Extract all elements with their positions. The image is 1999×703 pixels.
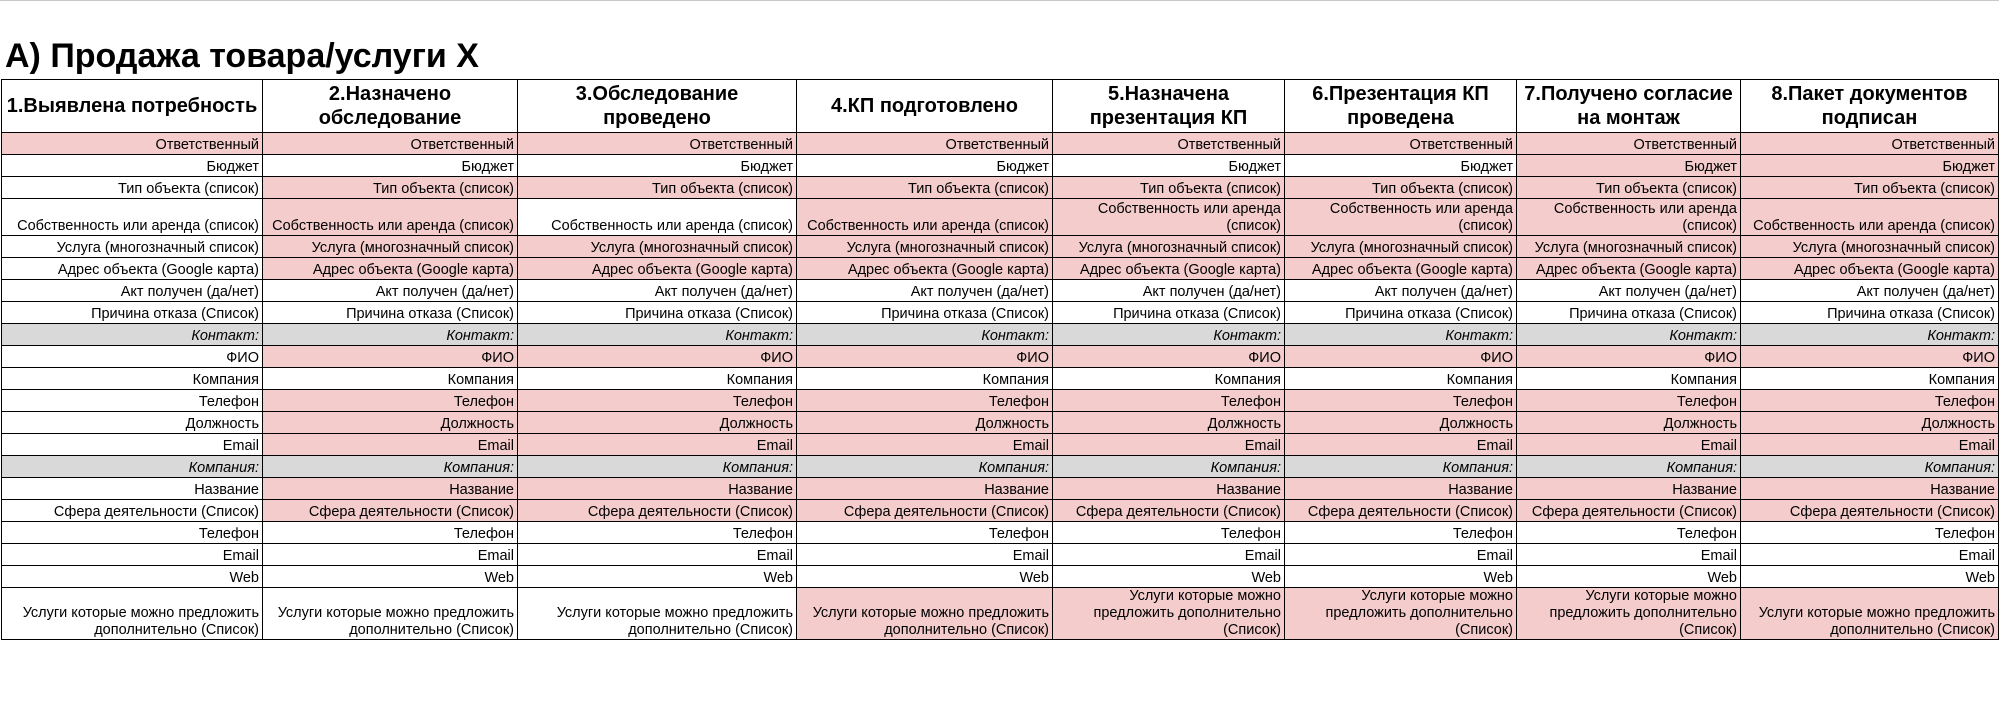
table-cell[interactable]: Причина отказа (Список): [1053, 302, 1285, 324]
table-cell[interactable]: Контакт:: [518, 324, 797, 346]
table-cell[interactable]: Причина отказа (Список): [1741, 302, 1999, 324]
table-cell[interactable]: Должность: [263, 412, 518, 434]
table-cell[interactable]: Email: [1285, 434, 1517, 456]
table-cell[interactable]: ФИО: [518, 346, 797, 368]
table-cell[interactable]: Сфера деятельности (Список): [518, 500, 797, 522]
table-cell[interactable]: Должность: [1053, 412, 1285, 434]
table-cell[interactable]: Причина отказа (Список): [1285, 302, 1517, 324]
table-cell[interactable]: Услуги которые можно предложить дополнительно (Список): [263, 588, 518, 640]
table-cell[interactable]: Собственность или аренда (список): [1741, 199, 1999, 236]
table-cell[interactable]: Должность: [2, 412, 263, 434]
table-cell[interactable]: Адрес объекта (Google карта): [1741, 258, 1999, 280]
table-cell[interactable]: Собственность или аренда (список): [1053, 199, 1285, 236]
table-row: [2, 500, 1999, 522]
table-cell[interactable]: Компания: [1285, 368, 1517, 390]
table-cell[interactable]: Web: [1741, 566, 1999, 588]
table-cell[interactable]: Компания: [1517, 368, 1741, 390]
table-cell[interactable]: Контакт:: [1517, 324, 1741, 346]
table-cell[interactable]: Должность: [518, 412, 797, 434]
table-cell[interactable]: Сфера деятельности (Список): [1741, 500, 1999, 522]
table-row: [2, 588, 1999, 640]
table-body: [2, 133, 1999, 640]
table-cell[interactable]: Web: [1517, 566, 1741, 588]
table-cell[interactable]: Бюджет: [1285, 155, 1517, 177]
table-cell[interactable]: Email: [518, 434, 797, 456]
table-cell[interactable]: Бюджет: [1053, 155, 1285, 177]
table-cell[interactable]: Название: [2, 478, 263, 500]
table-cell[interactable]: ФИО: [263, 346, 518, 368]
table-cell[interactable]: Email: [263, 544, 518, 566]
table-cell[interactable]: Адрес объекта (Google карта): [2, 258, 263, 280]
table-cell[interactable]: Телефон: [2, 522, 263, 544]
table-cell[interactable]: Email: [1517, 544, 1741, 566]
table-row: [2, 199, 1999, 236]
table-cell[interactable]: Услуга (многозначный список): [518, 236, 797, 258]
table-cell[interactable]: Компания:: [1053, 456, 1285, 478]
table-cell[interactable]: Услуга (многозначный список): [1285, 236, 1517, 258]
table-cell[interactable]: Услуги которые можно предложить дополнительно (Список): [1053, 588, 1285, 640]
table-cell[interactable]: Адрес объекта (Google карта): [518, 258, 797, 280]
table-cell[interactable]: ФИО: [2, 346, 263, 368]
table-cell[interactable]: Акт получен (да/нет): [1053, 280, 1285, 302]
table-cell[interactable]: Услуга (многозначный список): [1517, 236, 1741, 258]
table-cell[interactable]: Сфера деятельности (Список): [797, 500, 1053, 522]
table-cell[interactable]: Название: [1741, 478, 1999, 500]
table-row: [2, 412, 1999, 434]
table-cell[interactable]: Компания: [797, 368, 1053, 390]
table-cell[interactable]: Собственность или аренда (список): [797, 199, 1053, 236]
table-cell[interactable]: Телефон: [797, 390, 1053, 412]
table-cell[interactable]: Телефон: [263, 390, 518, 412]
table-cell[interactable]: Услуги которые можно предложить дополнительно (Список): [518, 588, 797, 640]
table-row: [2, 566, 1999, 588]
table-cell[interactable]: Причина отказа (Список): [797, 302, 1053, 324]
table-row: [2, 324, 1999, 346]
table-cell[interactable]: Компания: [2, 368, 263, 390]
table-cell[interactable]: Услуга (многозначный список): [263, 236, 518, 258]
table-cell[interactable]: Контакт:: [1053, 324, 1285, 346]
table-cell[interactable]: Название: [518, 478, 797, 500]
table-cell[interactable]: Ответственный: [518, 133, 797, 155]
table-cell[interactable]: Ответственный: [797, 133, 1053, 155]
table-cell[interactable]: Название: [1053, 478, 1285, 500]
table-cell[interactable]: Email: [1741, 434, 1999, 456]
table-cell[interactable]: Телефон: [2, 390, 263, 412]
table-cell[interactable]: Телефон: [1741, 390, 1999, 412]
table-cell[interactable]: Собственность или аренда (список): [263, 199, 518, 236]
table-cell[interactable]: Акт получен (да/нет): [263, 280, 518, 302]
table-cell[interactable]: Ответственный: [2, 133, 263, 155]
table-cell[interactable]: Причина отказа (Список): [2, 302, 263, 324]
table-cell[interactable]: Телефон: [1053, 390, 1285, 412]
table-cell[interactable]: Сфера деятельности (Список): [1053, 500, 1285, 522]
table-cell[interactable]: Акт получен (да/нет): [1741, 280, 1999, 302]
table-cell[interactable]: Адрес объекта (Google карта): [1053, 258, 1285, 280]
table-cell[interactable]: Адрес объекта (Google карта): [797, 258, 1053, 280]
table-cell[interactable]: Email: [1285, 544, 1517, 566]
table-cell[interactable]: Услуги которые можно предложить дополнительно (Список): [797, 588, 1053, 640]
table-cell[interactable]: Адрес объекта (Google карта): [263, 258, 518, 280]
table-cell[interactable]: Должность: [1285, 412, 1517, 434]
table-cell[interactable]: Причина отказа (Список): [263, 302, 518, 324]
table-row: [2, 368, 1999, 390]
table-cell[interactable]: Услуга (многозначный список): [2, 236, 263, 258]
table-cell[interactable]: Web: [263, 566, 518, 588]
table-row: [2, 177, 1999, 199]
table-row: [2, 390, 1999, 412]
table-cell[interactable]: Название: [263, 478, 518, 500]
table-cell[interactable]: Сфера деятельности (Список): [263, 500, 518, 522]
table-row: [2, 522, 1999, 544]
table-cell[interactable]: Услуги которые можно предложить дополнительно (Список): [1285, 588, 1517, 640]
table-cell[interactable]: Компания:: [2, 456, 263, 478]
table-cell[interactable]: Собственность или аренда (список): [1285, 199, 1517, 236]
table-cell[interactable]: Акт получен (да/нет): [1285, 280, 1517, 302]
table-cell[interactable]: Web: [2, 566, 263, 588]
table-cell[interactable]: Компания:: [263, 456, 518, 478]
table-cell[interactable]: Бюджет: [2, 155, 263, 177]
table-cell[interactable]: Компания: [1741, 368, 1999, 390]
table-row: [2, 456, 1999, 478]
column-header[interactable]: 4.КП подготовлено: [797, 80, 1053, 133]
table-cell[interactable]: Причина отказа (Список): [518, 302, 797, 324]
table-cell[interactable]: Услуга (многозначный список): [797, 236, 1053, 258]
table-row: [2, 302, 1999, 324]
table-cell[interactable]: Должность: [1741, 412, 1999, 434]
table-cell[interactable]: Компания:: [1517, 456, 1741, 478]
table-cell[interactable]: Web: [1053, 566, 1285, 588]
table-cell[interactable]: ФИО: [1285, 346, 1517, 368]
column-header[interactable]: 8.Пакет документов подписан: [1741, 80, 1999, 133]
table-cell[interactable]: Телефон: [1285, 390, 1517, 412]
table-cell[interactable]: Тип объекта (список): [2, 177, 263, 199]
table-cell[interactable]: ФИО: [1517, 346, 1741, 368]
table-cell[interactable]: Услуги которые можно предложить дополнительно (Список): [1517, 588, 1741, 640]
table-cell[interactable]: Название: [797, 478, 1053, 500]
table-cell[interactable]: Контакт:: [263, 324, 518, 346]
table-cell[interactable]: Ответственный: [1285, 133, 1517, 155]
table-cell[interactable]: Телефон: [263, 522, 518, 544]
column-header[interactable]: 2.Назначено обследование: [263, 80, 518, 133]
table-cell[interactable]: Собственность или аренда (список): [518, 199, 797, 236]
table-cell[interactable]: Телефон: [1517, 390, 1741, 412]
table-cell[interactable]: Услуга (многозначный список): [1741, 236, 1999, 258]
table-cell[interactable]: Акт получен (да/нет): [797, 280, 1053, 302]
table-cell[interactable]: Причина отказа (Список): [1517, 302, 1741, 324]
table-cell[interactable]: Email: [518, 544, 797, 566]
table-cell[interactable]: Компания: [263, 368, 518, 390]
table-cell[interactable]: Телефон: [518, 522, 797, 544]
table-row: [2, 155, 1999, 177]
table-cell[interactable]: Собственность или аренда (список): [2, 199, 263, 236]
table-cell[interactable]: Телефон: [1741, 522, 1999, 544]
column-header[interactable]: 3.Обследование проведено: [518, 80, 797, 133]
table-cell[interactable]: ФИО: [797, 346, 1053, 368]
table-cell[interactable]: Услуги которые можно предложить дополнительно (Список): [2, 588, 263, 640]
header-row: [2, 80, 1999, 133]
page-title: A) Продажа товара/услуги X: [5, 37, 479, 75]
table-cell[interactable]: Компания:: [518, 456, 797, 478]
table-row: [2, 544, 1999, 566]
table-cell[interactable]: Адрес объекта (Google карта): [1285, 258, 1517, 280]
table-cell[interactable]: Тип объекта (список): [263, 177, 518, 199]
table-cell[interactable]: Название: [1517, 478, 1741, 500]
table-cell[interactable]: Компания:: [1741, 456, 1999, 478]
table-cell[interactable]: Тип объекта (список): [797, 177, 1053, 199]
table-cell[interactable]: Услуга (многозначный список): [1053, 236, 1285, 258]
table-cell[interactable]: Название: [1285, 478, 1517, 500]
table-cell[interactable]: Должность: [1517, 412, 1741, 434]
table-row: [2, 478, 1999, 500]
table-cell[interactable]: Сфера деятельности (Список): [1285, 500, 1517, 522]
table-cell[interactable]: Бюджет: [1517, 155, 1741, 177]
table-cell[interactable]: Тип объекта (список): [1741, 177, 1999, 199]
table-cell[interactable]: Бюджет: [1741, 155, 1999, 177]
table-cell[interactable]: Email: [2, 544, 263, 566]
table-cell[interactable]: Бюджет: [797, 155, 1053, 177]
stage-fields-table: [1, 79, 1999, 640]
table-cell[interactable]: Контакт:: [797, 324, 1053, 346]
table-cell[interactable]: Компания:: [797, 456, 1053, 478]
table-cell[interactable]: Сфера деятельности (Список): [2, 500, 263, 522]
top-border: [0, 0, 1999, 1]
table-cell[interactable]: Акт получен (да/нет): [2, 280, 263, 302]
table-cell[interactable]: Тип объекта (список): [1517, 177, 1741, 199]
table-row: [2, 280, 1999, 302]
table-cell[interactable]: Email: [263, 434, 518, 456]
table-row: [2, 434, 1999, 456]
table-cell[interactable]: Email: [1517, 434, 1741, 456]
table-row: [2, 346, 1999, 368]
table-cell[interactable]: Телефон: [518, 390, 797, 412]
table-row: [2, 258, 1999, 280]
table-cell[interactable]: Ответственный: [1741, 133, 1999, 155]
table-cell[interactable]: Компания:: [1285, 456, 1517, 478]
table-cell[interactable]: Тип объекта (список): [1285, 177, 1517, 199]
table-cell[interactable]: Email: [1741, 544, 1999, 566]
table-cell[interactable]: Ответственный: [1517, 133, 1741, 155]
table-cell[interactable]: Телефон: [797, 522, 1053, 544]
table-cell[interactable]: Контакт:: [1741, 324, 1999, 346]
table-cell[interactable]: Должность: [797, 412, 1053, 434]
table-cell[interactable]: Email: [2, 434, 263, 456]
column-header[interactable]: 5.Назначена презентация КП: [1053, 80, 1285, 133]
table-cell[interactable]: ФИО: [1741, 346, 1999, 368]
table-cell[interactable]: Сфера деятельности (Список): [1517, 500, 1741, 522]
table-cell[interactable]: Тип объекта (список): [518, 177, 797, 199]
table-cell[interactable]: Web: [1285, 566, 1517, 588]
table-cell[interactable]: Бюджет: [263, 155, 518, 177]
table-cell[interactable]: ФИО: [1053, 346, 1285, 368]
column-header[interactable]: 6.Презентация КП проведена: [1285, 80, 1517, 133]
table-cell[interactable]: Тип объекта (список): [1053, 177, 1285, 199]
table-cell[interactable]: Собственность или аренда (список): [1517, 199, 1741, 236]
table-cell[interactable]: Телефон: [1053, 522, 1285, 544]
table-cell[interactable]: Адрес объекта (Google карта): [1517, 258, 1741, 280]
table-cell[interactable]: Бюджет: [518, 155, 797, 177]
table-cell[interactable]: Email: [1053, 434, 1285, 456]
table-cell[interactable]: Контакт:: [1285, 324, 1517, 346]
table-cell[interactable]: Компания: [518, 368, 797, 390]
table-cell[interactable]: Телефон: [1285, 522, 1517, 544]
table-cell[interactable]: Услуги которые можно предложить дополнительно (Список): [1741, 588, 1999, 640]
column-header[interactable]: 7.Получено согласие на монтаж: [1517, 80, 1741, 133]
table-cell[interactable]: Web: [797, 566, 1053, 588]
table-cell[interactable]: Email: [797, 434, 1053, 456]
table-cell[interactable]: Email: [1053, 544, 1285, 566]
table-cell[interactable]: Телефон: [1517, 522, 1741, 544]
table-cell[interactable]: Акт получен (да/нет): [1517, 280, 1741, 302]
table-cell[interactable]: Компания: [1053, 368, 1285, 390]
column-header[interactable]: 1.Выявлена потребность: [2, 80, 263, 133]
table-cell[interactable]: Акт получен (да/нет): [518, 280, 797, 302]
table-cell[interactable]: Ответственный: [263, 133, 518, 155]
table-cell[interactable]: Ответственный: [1053, 133, 1285, 155]
table-cell[interactable]: Контакт:: [2, 324, 263, 346]
table-row: [2, 236, 1999, 258]
table-cell[interactable]: Web: [518, 566, 797, 588]
table-cell[interactable]: Email: [797, 544, 1053, 566]
table-row: [2, 133, 1999, 155]
